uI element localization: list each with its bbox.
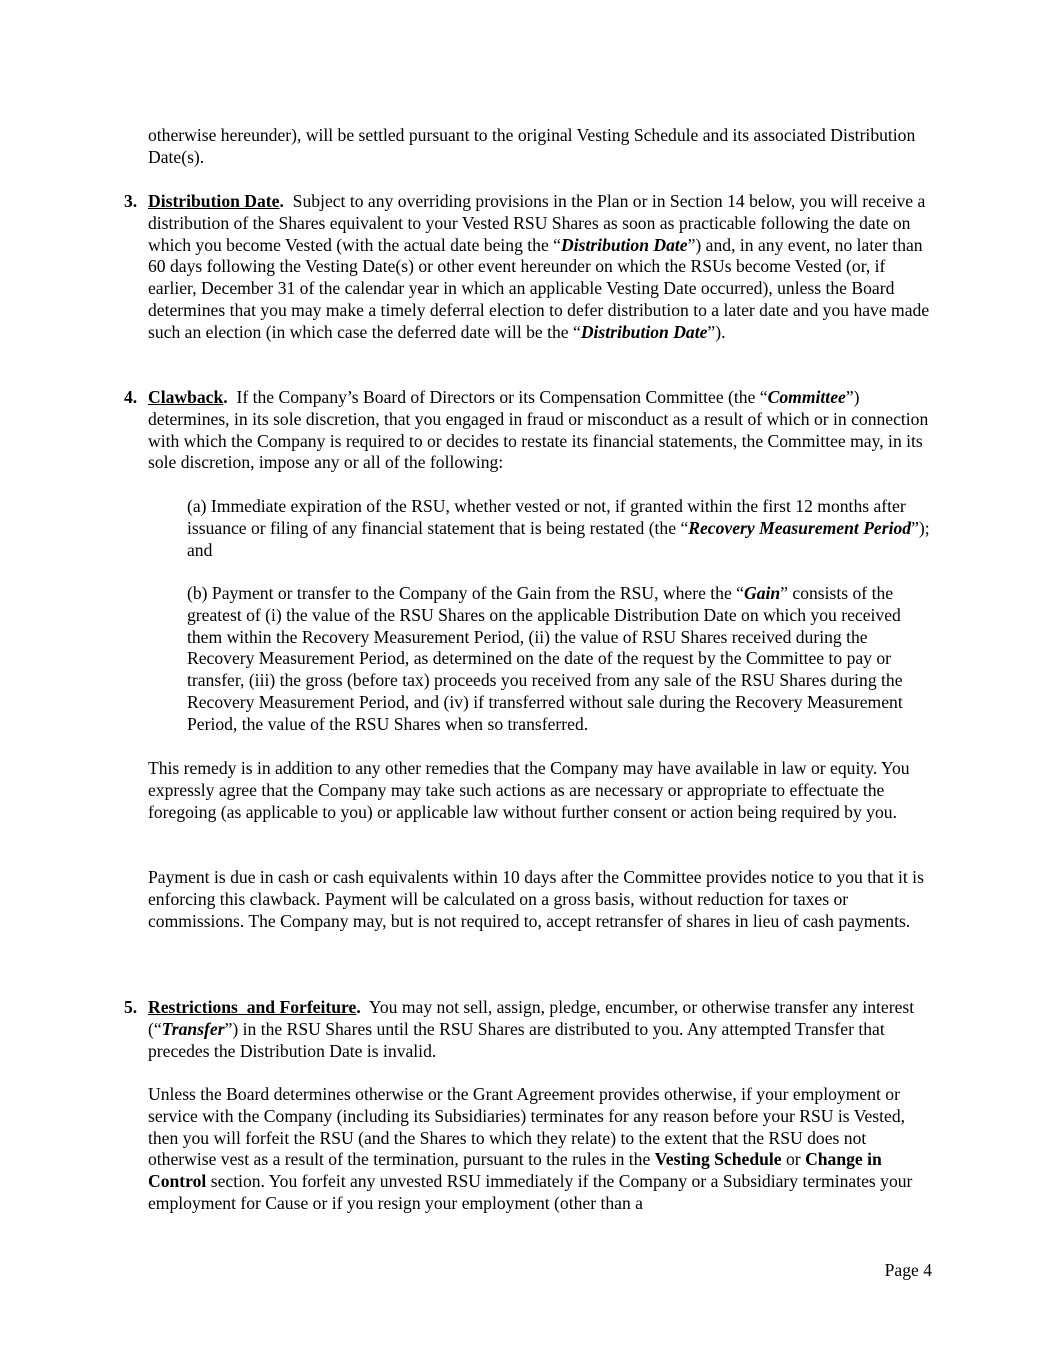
section-3-text-1: Subject to any overriding provisions in the Plan or in Section 14 below, you will receive a distribution of the Shares equivalent to your Vested RSU Shares as soon as practicable following the date on which you become Vested (with the actual date being the “ [148, 191, 926, 255]
section-4-number: 4. [124, 387, 138, 407]
section-5-text-1: You may not sell, assign, pledge, encumber, or otherwise transfer any interest (“ [148, 997, 915, 1039]
section-5-term-1: Transfer [161, 1018, 225, 1039]
section-5-heading: Restrictions and Forfeiture [148, 997, 357, 1017]
intro-paragraph: otherwise hereunder), will be settled pursuant to the original Vesting Schedule and its associated Distribution Date(s). [148, 125, 916, 167]
section-4-item-a [187, 496, 937, 561]
section-3-term-1: Distribution Date [561, 234, 688, 255]
section-4-heading: Clawback [148, 387, 224, 407]
section-4-item-b [187, 583, 937, 736]
item-a-term-1: Recovery Measurement Period [688, 517, 912, 538]
item-b-term-1: Gain [744, 583, 781, 603]
forfeiture-text-2: or [781, 1149, 806, 1170]
item-b-text-1: (b) Payment or transfer to the Company of the Gain from the RSU, where the “ [187, 583, 744, 603]
section-3-number: 3. [124, 191, 138, 211]
section-5-forfeiture-paragraph [148, 1084, 938, 1215]
section-4-text-2: ”) determines, in its sole discretion, that you engaged in fraud or misconduct as a result of which or in connection with which the Company is required to or decides to restate its financial statements, the Committee may, in its sole discretion, impose any or all of the following: [148, 387, 929, 473]
section-5-text-2: ”) in the RSU Shares until the RSU Shares are distributed to you. Any attempted Transfer that precedes the Distribution Date is invalid. [148, 1018, 885, 1061]
section-3-term-2: Distribution Date [580, 321, 708, 342]
section-3-heading: Distribution Date [148, 191, 280, 211]
section-4-paragraph: Clawback. If the Company’s Board of Directors or its Compensation Committee (the “Committee”) determines, in its sole discretion, that you engaged in fraud or misconduct as a result of which or in connection with which the Company is required to or decides to restate its financial statements, the Committee may, in its sole discretion, impose any or all of the following: [148, 387, 929, 473]
forfeiture-text-3: section. You forfeit any unvested RSU immediately if the Company or a Subsidiary terminates your employment for Cause or if you resign your employment (other than a [148, 1171, 913, 1213]
section-4-remedy-paragraph: This remedy is in addition to any other remedies that the Company may have available in law or equity. You expressly agree that the Company may take such actions as are necessary or appropriate to effectuate the foregoing (as applicable to you) or applicable law without further consent or action being required by you. [148, 758, 910, 822]
section-4-text-1: If the Company’s Board of Directors or its Compensation Committee (the “ [236, 387, 768, 407]
section-4-term-1: Committee [767, 387, 846, 407]
section-3-text-2: ”) and, in any event, no later than 60 days following the Vesting Date(s) or other event hereunder on which the RSUs become Vested (or, if earlier, December 31 of the calendar year in which an applicable Vesting Date occurred), unless the Board determines that you may make a timely deferral election to defer distribution to a later date and you have made such an election (in which case the deferred date will be the “ [148, 234, 930, 342]
section-3-paragraph: Distribution Date. Subject to any overriding provisions in the Plan or in Section 14 below, you will receive a distribution of the Shares equivalent to your Vested RSU Shares as soon as practicable following the date on which you become Vested (with the actual date being the “Distribution Date”) and, in any event, no later than 60 days following the Vesting Date(s) or other event hereunder on which the RSUs become Vested (or, if earlier, December 31 of the calendar year in which an applicable Vesting Date occurred), unless the Board determines that you may make a timely deferral election to defer distribution to a later date and you have made such an election (in which case the deferred date will be the “Distribution Date”). [148, 191, 930, 342]
section-3-text-3: ”). [707, 321, 726, 342]
item-a-text-2: ”); and [187, 517, 930, 560]
section-5-number: 5. [124, 997, 138, 1017]
section-4-payment-paragraph: Payment is due in cash or cash equivalents within 10 days after the Committee provides notice to you that it is enforcing this clawback. Payment will be calculated on a gross basis, without reduction for taxes or commissions. The Company may, but is not required to, accept retransfer of shares in lieu of cash payments. [148, 867, 924, 931]
item-a-text-1: (a) Immediate expiration of the RSU, whether vested or not, if granted within the first 12 months after issuance or filing of any financial statement that is being restated (the “ [187, 496, 906, 538]
item-b-text-2: ” consists of the greatest of (i) the value of the RSU Shares on the applicable Distribution Date on which you received them within the Recovery Measurement Period, (ii) the value of RSU Shares received during the Recovery Measurement Period, as determined on the date of the request by the Committee to pay or transfer, (iii) the gross (before tax) proceeds you received from any sale of the RSU Shares during the Recovery Measurement Period, and (iv) if transferred without sale during the Recovery Measurement Period, the value of the RSU Shares when so transferred. [187, 583, 903, 734]
page-number: Page 4 [884, 1260, 932, 1280]
change-in-control-ref: Change in Control [148, 1149, 882, 1192]
forfeiture-text-1: Unless the Board determines otherwise or the Grant Agreement provides otherwise, if your employment or service with the Company (including its Subsidiaries) terminates for any reason before your RSU is Vested, then you will forfeit the RSU (and the Shares to which they relate) to the extent that the RSU does not otherwise vest as a result of the termination, pursuant to the rules in the [148, 1084, 906, 1170]
section-5-paragraph: Restrictions and Forfeiture. You may not sell, assign, pledge, encumber, or otherwise transfer any interest (“Transfer”) in the RSU Shares until the RSU Shares are distributed to you. Any attempted Transfer that precedes the Distribution Date is invalid. [148, 997, 915, 1061]
vesting-schedule-ref: Vesting Schedule [654, 1149, 782, 1170]
